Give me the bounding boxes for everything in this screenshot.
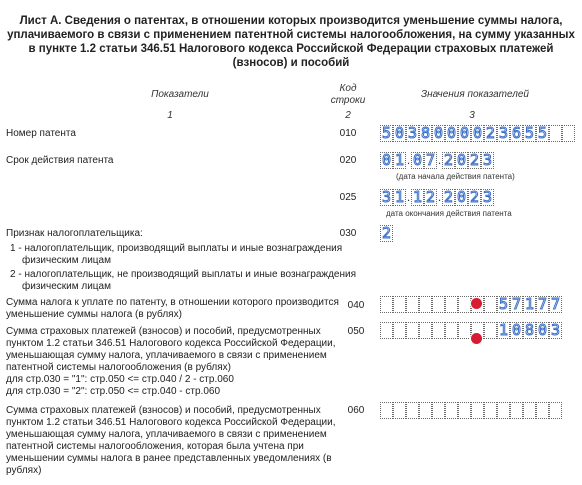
column-number-3: 3 bbox=[469, 110, 475, 121]
tax-due-code: 040 bbox=[347, 300, 365, 311]
digit-cell[interactable]: 3 bbox=[498, 124, 509, 142]
taxpayer-option-2-line1: 2 - налогоплательщик, не производящий выплаты и иные вознаграждения bbox=[10, 269, 356, 280]
tax-due-label-1: Сумма налога к уплате по патенту, в отношении которого производится bbox=[6, 297, 339, 308]
digit-cell[interactable]: 2 bbox=[381, 224, 392, 242]
digit-cell[interactable]: 7 bbox=[511, 295, 522, 313]
digit-cell[interactable]: 1 bbox=[394, 151, 405, 169]
validity-start-caption: (дата начала действия патента) bbox=[396, 172, 515, 181]
insurance-label-5: для стр.030 = "1": стр.050 <= стр.040 / 2 - стр.060 bbox=[6, 374, 234, 385]
digit-cell[interactable]: 1 bbox=[394, 188, 405, 206]
taxpayer-sign-label: Признак налогоплательщика: bbox=[6, 228, 143, 239]
digit-cell[interactable] bbox=[458, 402, 471, 419]
previous-label-3: уменьшающая сумму налога, уплачиваемого в связи с применением bbox=[6, 429, 327, 440]
taxpayer-sign-code: 030 bbox=[339, 228, 357, 239]
start-month-cells[interactable] bbox=[411, 152, 437, 169]
digit-cell[interactable]: 3 bbox=[482, 151, 493, 169]
column-number-2: 2 bbox=[345, 110, 351, 121]
digit-cell[interactable] bbox=[380, 322, 393, 339]
end-year-cells[interactable] bbox=[442, 189, 494, 206]
insurance-label-2: пунктом 1.2 статьи 346.51 Налогового кодекса Российской Федерации, bbox=[6, 338, 336, 349]
digit-cell[interactable]: 3 bbox=[482, 188, 493, 206]
digit-cell[interactable] bbox=[536, 402, 549, 419]
validity-end-date-field[interactable]: 3 1 . 1 2 . 2 0 2 3 bbox=[381, 188, 493, 206]
digit-cell[interactable] bbox=[471, 402, 484, 419]
digit-cell[interactable]: 5 bbox=[524, 124, 535, 142]
column-header-code-2: строки bbox=[330, 95, 366, 106]
patent-number-label: Номер патента bbox=[6, 128, 76, 139]
digit-cell[interactable] bbox=[549, 402, 562, 419]
digit-cell[interactable]: 0 bbox=[472, 124, 483, 142]
validity-label: Срок действия патента bbox=[6, 155, 114, 166]
digit-cell[interactable] bbox=[419, 322, 432, 339]
taxpayer-option-2-line2: физическим лицам bbox=[22, 281, 111, 292]
digit-cell[interactable] bbox=[380, 296, 393, 313]
taxpayer-option-1-line1: 1 - налогоплательщик, производящий выплаты и иные вознаграждения bbox=[10, 243, 343, 254]
previous-label-2: пунктом 1.2 статьи 346.51 Налогового кодекса Российской Федерации, bbox=[6, 417, 336, 428]
digit-cell[interactable]: 7 bbox=[537, 295, 548, 313]
digit-cell[interactable]: 6 bbox=[511, 124, 522, 142]
taxpayer-sign-field[interactable] bbox=[380, 225, 393, 242]
digit-cell[interactable]: 2 bbox=[425, 188, 436, 206]
end-month-cells[interactable] bbox=[411, 189, 437, 206]
digit-cell[interactable] bbox=[393, 322, 406, 339]
digit-cell[interactable] bbox=[549, 125, 562, 142]
digit-cell[interactable] bbox=[458, 322, 471, 339]
digit-cell[interactable] bbox=[484, 322, 497, 339]
digit-cell[interactable]: 7 bbox=[425, 151, 436, 169]
digit-cell[interactable] bbox=[406, 296, 419, 313]
digit-cell[interactable] bbox=[406, 322, 419, 339]
column-header-code-1: Код bbox=[339, 83, 357, 94]
digit-cell[interactable] bbox=[432, 322, 445, 339]
digit-cell[interactable] bbox=[458, 296, 471, 313]
digit-cell[interactable]: 0 bbox=[456, 188, 467, 206]
previous-label-4: патентной системы налогообложения, которая была учтена при bbox=[6, 441, 304, 452]
digit-cell[interactable] bbox=[510, 402, 523, 419]
insurance-label-4: патентной системы налогообложения (в рублях) bbox=[6, 362, 232, 373]
digit-cell[interactable]: 5 bbox=[537, 124, 548, 142]
digit-cell[interactable]: 2 bbox=[469, 151, 480, 169]
digit-cell[interactable] bbox=[497, 402, 510, 419]
digit-cell[interactable] bbox=[393, 296, 406, 313]
digit-cell[interactable]: 5 bbox=[498, 295, 509, 313]
previous-label-5: уменьшении суммы налога в ранее представленных уведомлениях (в bbox=[6, 453, 332, 464]
highlight-marker bbox=[471, 298, 482, 309]
end-day-cells[interactable] bbox=[380, 189, 406, 206]
insurance-label-1: Сумма страховых платежей (взносов) и пособий, предусмотренных bbox=[6, 326, 321, 337]
previous-label-6: рублях) bbox=[6, 465, 42, 476]
column-number-1: 1 bbox=[167, 110, 173, 121]
digit-cell[interactable]: 0 bbox=[459, 124, 470, 142]
digit-cell[interactable] bbox=[445, 402, 458, 419]
start-year-cells[interactable] bbox=[442, 152, 494, 169]
digit-cell[interactable]: 0 bbox=[537, 321, 548, 339]
digit-cell[interactable] bbox=[484, 296, 497, 313]
digit-cell[interactable] bbox=[380, 402, 393, 419]
digit-cell[interactable]: 0 bbox=[433, 124, 444, 142]
previous-label-1: Сумма страховых платежей (взносов) и пособий, предусмотренных bbox=[6, 405, 321, 416]
previous-field[interactable] bbox=[380, 402, 562, 419]
digit-cell[interactable]: 3 bbox=[381, 188, 392, 206]
digit-cell[interactable]: 2 bbox=[469, 188, 480, 206]
digit-cell[interactable] bbox=[432, 296, 445, 313]
validity-end-code: 025 bbox=[339, 192, 357, 203]
digit-cell[interactable]: 1 bbox=[498, 321, 509, 339]
digit-cell[interactable] bbox=[419, 296, 432, 313]
digit-cell[interactable] bbox=[432, 402, 445, 419]
previous-code: 060 bbox=[347, 405, 365, 416]
digit-cell[interactable]: 7 bbox=[550, 295, 561, 313]
patent-number-code: 010 bbox=[339, 128, 357, 139]
start-day-cells[interactable] bbox=[380, 152, 406, 169]
digit-cell[interactable] bbox=[484, 402, 497, 419]
digit-cell[interactable] bbox=[562, 125, 575, 142]
insurance-label-6: для стр.030 = "2": стр.050 <= стр.040 - стр.060 bbox=[6, 386, 221, 397]
digit-cell[interactable]: 0 bbox=[412, 151, 423, 169]
patent-number-field[interactable] bbox=[380, 125, 575, 142]
digit-cell[interactable] bbox=[393, 402, 406, 419]
digit-cell[interactable]: 0 bbox=[381, 151, 392, 169]
digit-cell[interactable] bbox=[419, 402, 432, 419]
column-header-values: Значения показателей bbox=[420, 89, 529, 100]
digit-cell[interactable]: 8 bbox=[524, 321, 535, 339]
tax-due-label-2: уменьшение суммы налога (в рублях) bbox=[6, 309, 182, 320]
digit-cell[interactable] bbox=[523, 402, 536, 419]
column-header-indicators: Показатели bbox=[151, 89, 209, 100]
digit-cell[interactable]: 5 bbox=[381, 124, 392, 142]
taxpayer-option-1-line2: физическим лицам bbox=[22, 255, 111, 266]
validity-start-date-field[interactable]: 0 1 . 0 7 . 2 0 2 3 bbox=[381, 151, 493, 169]
digit-cell[interactable]: 1 bbox=[524, 295, 535, 313]
digit-cell[interactable] bbox=[445, 296, 458, 313]
digit-cell[interactable]: 2 bbox=[485, 124, 496, 142]
insurance-code: 050 bbox=[347, 326, 365, 337]
digit-cell[interactable]: 3 bbox=[550, 321, 561, 339]
digit-cell[interactable]: 0 bbox=[394, 124, 405, 142]
digit-cell[interactable] bbox=[445, 322, 458, 339]
validity-end-caption: дата окончания действия патента bbox=[386, 209, 512, 218]
digit-cell[interactable]: 0 bbox=[446, 124, 457, 142]
sheet-title: Лист А. Сведения о патентах, в отношении которых производится уменьшение суммы налога, уплачиваемого в связи с применением патентной системы налогообложения, на сумму указанных в пункте 1.2 статьи 346.51 Налогового кодекса Российской Федерации страховых платежей (взносов) и пособий bbox=[7, 15, 575, 69]
digit-cell[interactable]: 2 bbox=[443, 151, 454, 169]
highlight-marker bbox=[471, 333, 482, 344]
validity-start-code: 020 bbox=[339, 155, 357, 166]
digit-cell[interactable]: 8 bbox=[420, 124, 431, 142]
digit-cell[interactable]: 2 bbox=[443, 188, 454, 206]
digit-cell[interactable]: 3 bbox=[407, 124, 418, 142]
digit-cell[interactable]: 0 bbox=[456, 151, 467, 169]
digit-cell[interactable]: 0 bbox=[511, 321, 522, 339]
digit-cell[interactable] bbox=[406, 402, 419, 419]
digit-cell[interactable]: 1 bbox=[412, 188, 423, 206]
insurance-label-3: уменьшающая сумму налога, уплачиваемого в связи с применением bbox=[6, 350, 327, 361]
